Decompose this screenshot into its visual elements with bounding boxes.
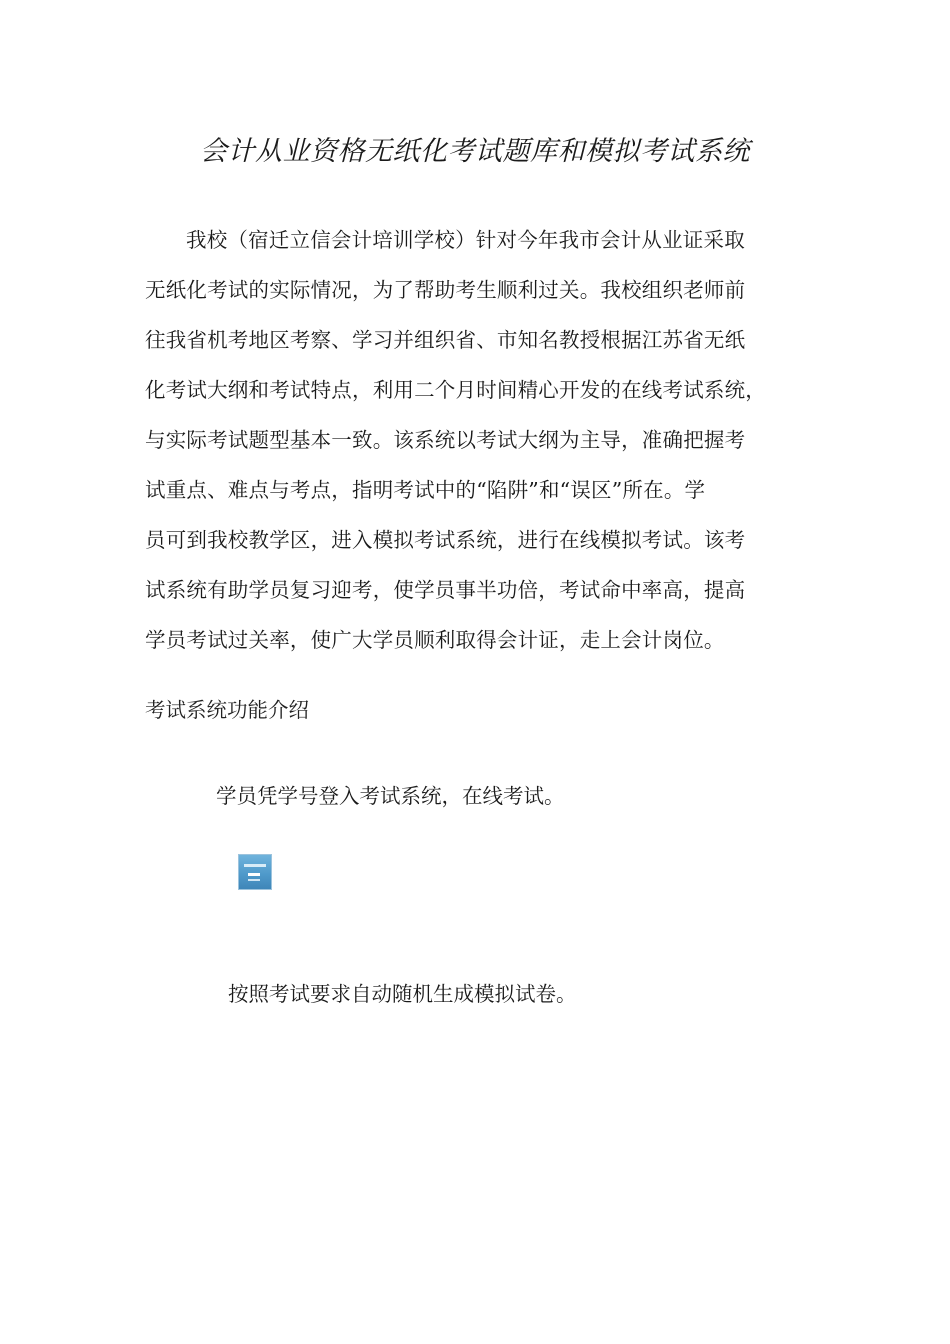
- intro-line: 试系统有助学员复习迎考，使学员事半功倍，考试命中率高，提高: [145, 578, 746, 602]
- intro-paragraph: [145, 215, 825, 665]
- intro-line: 我校（宿迁立信会计培训学校）针对今年我市会计从业证采取: [186, 228, 745, 252]
- intro-line: 与实际考试题型基本一致。该系统以考试大纲为主导，准确把握考: [145, 428, 746, 452]
- intro-line: 试重点、难点与考点，指明考试中的“陷阱”和“误区”所在。学: [145, 478, 706, 502]
- thumbnail-input-bar: [248, 873, 260, 876]
- section-heading: 考试系统功能介绍: [145, 698, 309, 722]
- intro-line: 往我省机考地区考察、学习并组织省、市知名教授根据江苏省无纸: [145, 328, 746, 352]
- generate-paragraph: 按照考试要求自动随机生成模拟试卷。: [228, 982, 577, 1006]
- document-title: 会计从业资格无纸化考试题库和模拟考试系统: [200, 136, 750, 167]
- intro-line: 学员考试过关率，使广大学员顺利取得会计证，走上会计岗位。: [145, 628, 725, 652]
- thumbnail-input-bar: [248, 879, 260, 881]
- login-paragraph: 学员凭学号登入考试系统，在线考试。: [216, 784, 565, 808]
- thumbnail-header-bar: [244, 864, 266, 867]
- intro-line: 化考试大纲和考试特点，利用二个月时间精心开发的在线考试系统，: [145, 378, 766, 402]
- intro-line: 员可到我校教学区，进入模拟考试系统，进行在线模拟考试。该考: [145, 528, 746, 552]
- login-screenshot-thumbnail: [238, 854, 272, 890]
- intro-line: 无纸化考试的实际情况，为了帮助考生顺利过关。我校组织老师前: [145, 278, 746, 302]
